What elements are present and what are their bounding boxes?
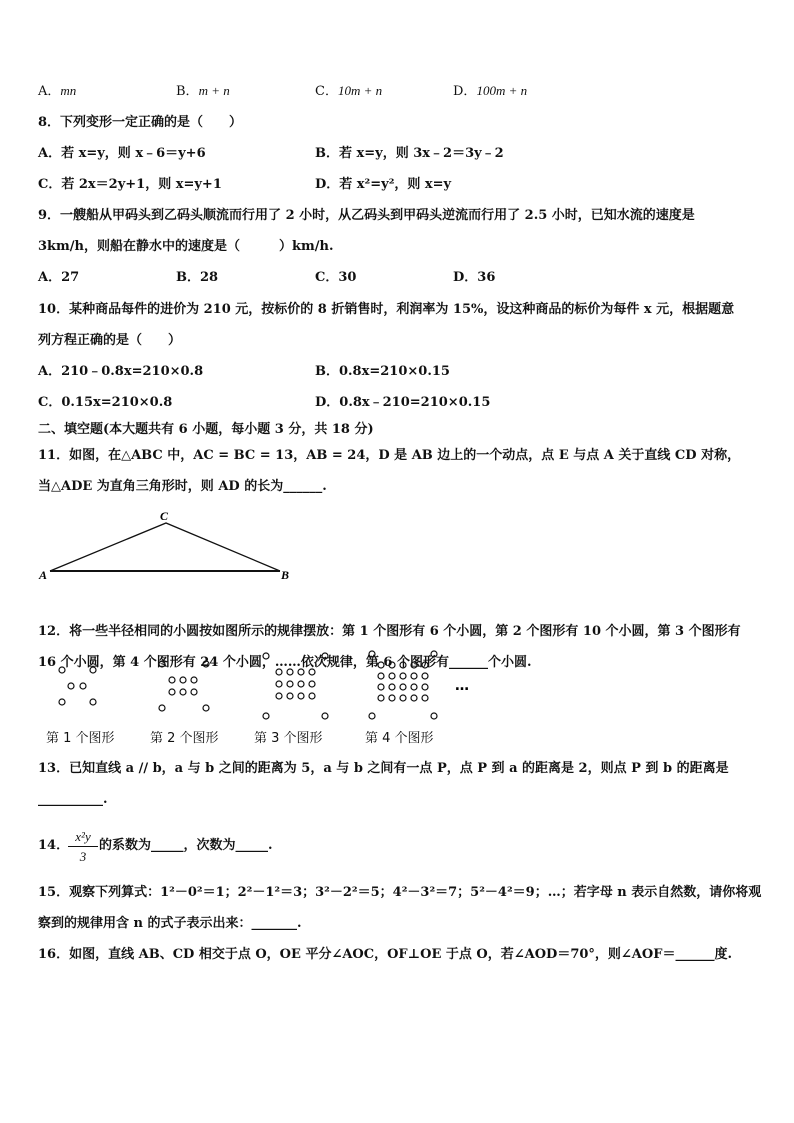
small-circle	[431, 651, 437, 657]
vertex-label-c: C	[160, 509, 169, 523]
small-circle	[309, 681, 315, 687]
q9-option-d: D．36	[453, 270, 496, 285]
q12-line2: 16 个小圆，第 4 个图形有 24 个小圆，……依次规律，第 6 个图形有______个小圆.	[38, 655, 532, 670]
q9-option-c: C．30	[315, 270, 357, 285]
small-circle	[159, 661, 165, 667]
small-circle	[159, 705, 165, 711]
q11-triangle-figure	[30, 505, 300, 585]
q15-line1: 15．观察下列算式：1²－0²＝1；2²－1²＝3；3²－2²＝5；4²－3²＝7；5²－4²＝9；…；若字母 n 表示自然数，请你将观	[38, 885, 762, 900]
small-circle	[309, 693, 315, 699]
small-circle	[287, 693, 293, 699]
q8-option-b: B．若 x=y，则 3x﹣2＝3y﹣2	[315, 146, 504, 161]
small-circle	[431, 713, 437, 719]
q14-prefix: 14．	[38, 838, 70, 853]
q9-option-a: A．27	[38, 270, 80, 285]
q7-option-a: A．mn	[38, 83, 77, 99]
small-circle	[378, 695, 384, 701]
q12-line1: 12．将一些半径相同的小圆按如图所示的规律摆放：第 1 个图形有 6 个小圆，第 2 个图形有 10 个小圆，第 3 个图形有	[38, 624, 741, 639]
small-circle	[298, 681, 304, 687]
small-circle	[287, 669, 293, 675]
small-circle	[169, 689, 175, 695]
q7-option-b-expr: m + n	[198, 83, 230, 98]
small-circle	[203, 705, 209, 711]
vertex-label-a: A	[39, 568, 48, 582]
small-circle	[191, 677, 197, 683]
q10-option-c: C．0.15x=210×0.8	[38, 395, 173, 410]
q10-option-b: B．0.8x=210×0.15	[315, 364, 450, 379]
small-circle	[389, 695, 395, 701]
q9-line1: 9．一艘船从甲码头到乙码头顺流而行用了 2 小时，从乙码头到甲码头逆流而行用了 2.5 小时，已知水流的速度是	[38, 208, 695, 223]
small-circle	[411, 673, 417, 679]
q14-fraction	[68, 829, 98, 865]
small-circle	[309, 669, 315, 675]
q12-circle-patterns	[50, 650, 490, 722]
small-circle	[389, 684, 395, 690]
small-circle	[203, 661, 209, 667]
q15-line2: 察到的规律用含 n 的式子表示出来：_______.	[38, 916, 302, 931]
small-circle	[400, 695, 406, 701]
caption-figure-1: 第 1 个图形	[46, 731, 115, 746]
small-circle	[389, 662, 395, 668]
q8-stem: 8．下列变形一定正确的是（ ）	[38, 115, 243, 130]
small-circle	[263, 713, 269, 719]
small-circle	[169, 677, 175, 683]
small-circle	[389, 673, 395, 679]
q14-numerator: x²y	[68, 829, 98, 847]
q7-option-c: C．10m + n	[315, 83, 383, 99]
small-circle	[80, 683, 86, 689]
q11-line2: 当△ADE 为直角三角形时，则 AD 的长为______.	[38, 479, 327, 494]
small-circle	[68, 683, 74, 689]
caption-figure-2: 第 2 个图形	[150, 731, 219, 746]
q10-option-a: A．210﹣0.8x=210×0.8	[38, 364, 204, 379]
small-circle	[298, 669, 304, 675]
small-circle	[59, 667, 65, 673]
small-circle	[191, 689, 197, 695]
section-heading: 二、填空题(本大题共有 6 小题，每小题 3 分，共 18 分)	[38, 422, 374, 437]
q8-option-a: A．若 x=y，则 x﹣6＝y+6	[38, 146, 206, 161]
small-circle	[322, 713, 328, 719]
q9-option-b: B．28	[176, 270, 219, 285]
q14-text: 的系数为_____，次数为_____.	[99, 838, 273, 853]
small-circle	[411, 662, 417, 668]
q7-option-d-expr: 100m + n	[476, 83, 528, 98]
small-circle	[59, 699, 65, 705]
q7-option-a-expr: mn	[60, 83, 77, 98]
small-circle	[90, 699, 96, 705]
q10-option-d: D．0.8x﹣210=210×0.15	[315, 395, 491, 410]
small-circle	[180, 677, 186, 683]
small-circle	[400, 684, 406, 690]
small-circle	[422, 684, 428, 690]
small-circle	[276, 693, 282, 699]
small-circle	[378, 684, 384, 690]
small-circle	[422, 662, 428, 668]
small-circle	[411, 695, 417, 701]
q9-line2: 3km/h，则船在静水中的速度是（ ）km/h.	[38, 239, 334, 254]
caption-figure-4: 第 4 个图形	[365, 731, 434, 746]
small-circle	[378, 662, 384, 668]
q13-line2: __________.	[38, 792, 108, 807]
pattern-ellipsis: …	[455, 678, 469, 694]
small-circle	[369, 651, 375, 657]
q14-denominator: 3	[79, 849, 87, 864]
small-circle	[276, 681, 282, 687]
small-circle	[378, 673, 384, 679]
vertex-label-b: B	[281, 568, 290, 582]
q8-option-d: D．若 x²=y²，则 x=y	[315, 177, 452, 192]
q10-line1: 10．某种商品每件的进价为 210 元，按标价的 8 折销售时，利润率为 15%，设这种商品的标价为每件 x 元，根据题意	[38, 302, 735, 317]
small-circle	[400, 673, 406, 679]
small-circle	[369, 713, 375, 719]
q7-option-b: B．m + n	[176, 83, 230, 99]
q16-line1: 16．如图，直线 AB、CD 相交于点 O，OE 平分∠AOC，OF⊥OE 于点 O，若∠AOD＝70°，则∠AOF＝______度.	[38, 947, 732, 962]
small-circle	[422, 673, 428, 679]
small-circle	[180, 689, 186, 695]
small-circle	[422, 695, 428, 701]
small-circle	[276, 669, 282, 675]
small-circle	[322, 653, 328, 659]
small-circle	[298, 693, 304, 699]
small-circle	[411, 684, 417, 690]
q11-line1: 11．如图，在△ABC 中，AC = BC = 13，AB = 24，D 是 AB 边上的一个动点，点 E 与点 A 关于直线 CD 对称，	[38, 448, 741, 463]
caption-figure-3: 第 3 个图形	[254, 731, 323, 746]
q7-option-c-expr: 10m + n	[337, 83, 383, 98]
q13-line1: 13．已知直线 a // b，a 与 b 之间的距离为 5，a 与 b 之间有一点 P，点 P 到 a 的距离是 2，则点 P 到 b 的距离是	[38, 761, 729, 776]
q7-option-d: D．100m + n	[453, 83, 528, 99]
small-circle	[287, 681, 293, 687]
small-circle	[400, 662, 406, 668]
q8-option-c: C．若 2x＝2y+1，则 x=y+1	[38, 177, 222, 192]
small-circle	[263, 653, 269, 659]
q10-line2: 列方程正确的是（ ）	[38, 333, 182, 348]
small-circle	[90, 667, 96, 673]
